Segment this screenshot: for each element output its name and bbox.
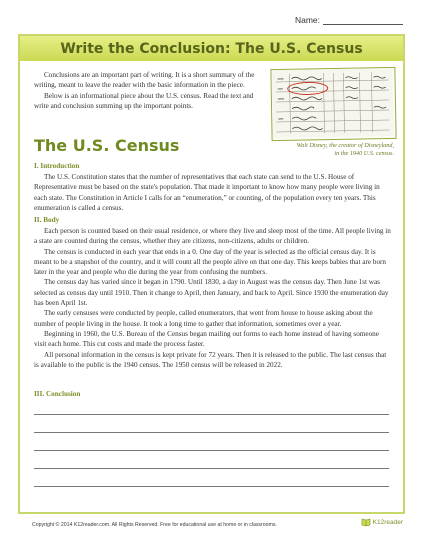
body-paragraph-1: Each person is counted based on their usual residence, or where they live and sleep most of the time. All people living in a state are counted during the census, whether they are citizens, non-citizens, adults or children.: [34, 227, 391, 246]
introduction-text: [34, 172, 392, 213]
body-paragraph-6: All personal information in the census is kept private for 72 years. Then it is released to the public. The last census that is available to the public is the 1940 census. The 1950 census will be released in 2022.: [34, 350, 387, 369]
logo-text: K12reader: [372, 518, 403, 526]
body-paragraph-2: The census is conducted in each year that ends in a 0. One day of the year is selected as the official census day. It is meant to be a snapshot of the country, and it will count all the people alive on that one day. This keeps babies that are born later in the year and people who die during the year from confusing the numbers.: [34, 247, 387, 277]
photo-caption-line-2: in the 1940 U.S. census.: [334, 149, 394, 157]
section-heading-introduction: I. Introduction: [34, 162, 80, 170]
instructions-paragraph-2: Below is an informational piece about the U.S. census. Read the text and write and conclusion summing up the important points.: [34, 91, 254, 110]
article-title: The U.S. Census: [34, 136, 180, 155]
body-paragraph-5: Beginning in 1960, the U.S. Bureau of the Census began mailing out forms to each home instead of having someone visit each home. This cut costs and made the process faster.: [34, 329, 379, 349]
census-record-image: [270, 67, 396, 141]
section-heading-body: II. Body: [34, 216, 60, 224]
worksheet-title-banner: [20, 36, 403, 61]
conclusion-writing-line[interactable]: [34, 432, 389, 433]
name-label: Name:: [294, 15, 320, 25]
instructions-paragraph-1: Conclusions are an important part of writing. It is a short summary of the writing, meant to leave the reader with the basic information in the piece.: [34, 71, 255, 90]
conclusion-writing-line[interactable]: [34, 468, 389, 469]
copyright-notice: Copyright © 2014 K12reader.com. All Rights Reserved. Free for educational use at home or in classrooms.: [32, 522, 277, 528]
body-paragraph-4: The early censuses were conducted by people, called enumerators, that went from house to house asking about the number of people living in the house. It took a long time to gather that information, sometimes over a year.: [34, 309, 373, 328]
worksheet-title: Write the Conclusion: The U.S. Census: [60, 40, 363, 57]
book-icon: [361, 517, 371, 527]
conclusion-writing-line[interactable]: [34, 450, 389, 451]
instructions: [34, 70, 258, 111]
name-input-line[interactable]: [323, 15, 403, 25]
body-text: [34, 226, 392, 370]
name-field: [295, 13, 403, 25]
conclusion-writing-line[interactable]: [34, 414, 389, 415]
k12reader-logo: [361, 517, 403, 527]
photo-caption-line-1: Walt Disney, the creator of Disneyland,: [296, 142, 394, 149]
section-heading-conclusion: III. Conclusion: [34, 390, 81, 398]
worksheet-frame: [18, 34, 405, 514]
introduction-paragraph: The U.S. Constitution states that the number of representatives that each state can send to the U.S. House of Representative must be based on the state's population. That made it important to know how many people were living in each state. The Constitution in Article I calls for an “enumeration,” or counting, of the population every ten years. This enumeration is called a census.: [34, 173, 380, 212]
body-paragraph-3: The census day has varied since it began in 1790. Until 1830, a day in August was the census day. Then June 1st was selected as census day until 1910. Then it change to April, then January, and back to April. Since 1930 the enumeration day has been April 1st.: [34, 278, 389, 308]
conclusion-writing-line[interactable]: [34, 486, 389, 487]
photo-caption: [258, 142, 394, 157]
